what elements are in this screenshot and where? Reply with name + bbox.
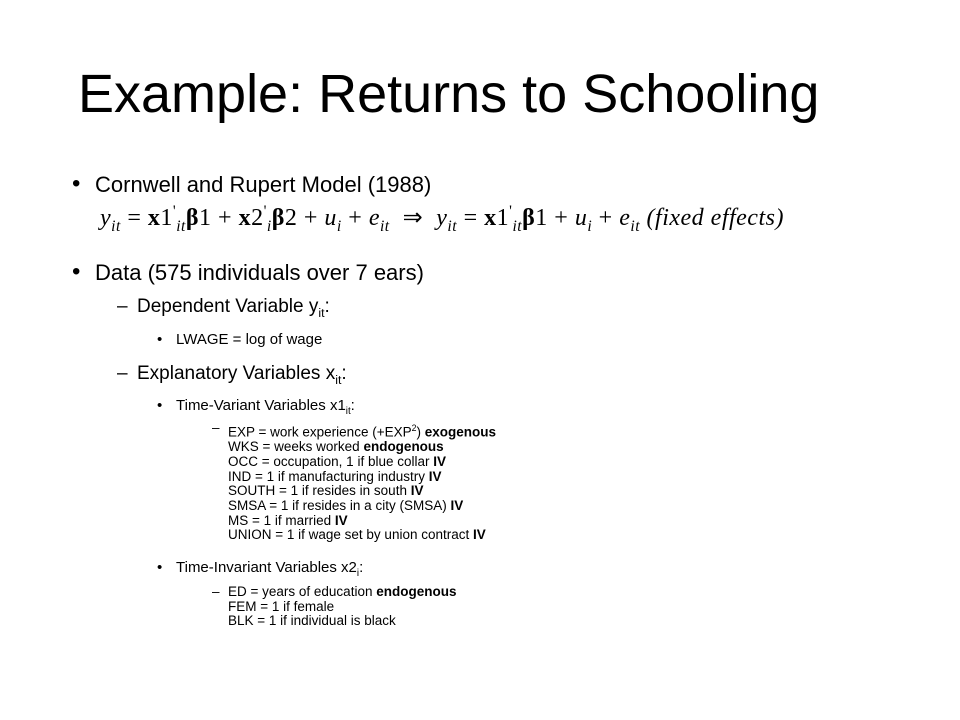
bullet-dot: • (157, 397, 163, 414)
dash-marker: – (117, 296, 128, 317)
dependent-variable-heading: Dependent Variable $y_{it}$: (137, 296, 330, 320)
slide-title: Example: Returns to Schooling (78, 64, 820, 124)
explanatory-variables-heading: Explanatory Variables $x_{it}$: (137, 363, 347, 387)
time-invariant-heading: Time-Invariant Variables $x2_i$: (176, 559, 364, 579)
list-item: EXP = work experience $(+EXP^2)$ exogenous (228, 423, 497, 440)
equation-note: (fixed effects) (646, 205, 784, 231)
list-item: BLK = 1 if individual is black (228, 613, 396, 629)
list-item: UNION = 1 if wage set by union contract IV (228, 527, 486, 543)
list-item: MS = 1 if married IV (228, 512, 348, 528)
bullet-dot: • (157, 559, 163, 576)
bullet-dot: • (157, 331, 163, 348)
dash-marker: – (212, 420, 220, 435)
dash-marker: – (117, 363, 128, 384)
list-item: SOUTH = 1 if resides in south IV (228, 483, 424, 499)
time-variant-heading: Time-Variant Variables $x1_{it}$: (176, 397, 355, 417)
list-item: OCC = occupation, 1 if blue collar IV (228, 453, 447, 469)
list-item: WKS = weeks worked endogenous (228, 439, 444, 455)
bullet-model: Cornwell and Rupert Model (1988) (95, 172, 432, 197)
list-item: ED = years of education endogenous (228, 584, 457, 599)
list-item: FEM = 1 if female (228, 598, 335, 614)
time-invariant-list (228, 585, 456, 629)
bullet-dot: • (72, 258, 81, 285)
dash-marker: – (212, 584, 220, 599)
model-equation: $y_{it} = x1'_{it}\beta 1 + x2'_i\beta 2 + u_i + e_{it}$ ⇒ $y_{it} = x1'_{it}\beta 1 + u_i + e_{it}$ (fixed effects) (100, 203, 784, 235)
implies-symbol: ⇒ (402, 205, 424, 231)
bullet-data: Data (575 individuals over 7 ears) (95, 260, 424, 285)
bullet-dot: • (72, 170, 81, 197)
time-variant-list (228, 421, 496, 543)
list-item: IND = 1 if manufacturing industry IV (228, 468, 442, 484)
lwage-item: LWAGE = log of wage (176, 331, 323, 348)
list-item: SMSA = 1 if resides in a city (SMSA) IV (228, 498, 464, 514)
